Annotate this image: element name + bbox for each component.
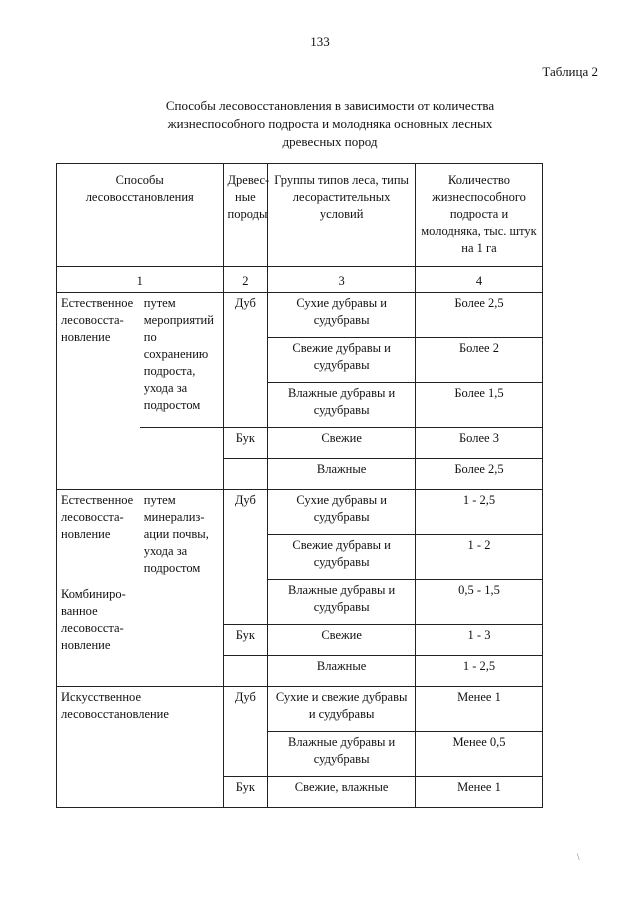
- amount-cell: Менее 0,5: [416, 732, 543, 777]
- species-cell: Бук: [223, 428, 268, 459]
- method-cell: [57, 293, 140, 490]
- way-cell-empty: [140, 428, 223, 490]
- species-cell: Бук: [223, 777, 268, 808]
- method-line: Естественное: [61, 296, 134, 310]
- forest-group-cell: Свежие: [268, 625, 416, 656]
- page-number: 133: [310, 34, 330, 49]
- table-title: [120, 97, 540, 151]
- species-cell: Дуб: [223, 687, 268, 777]
- table-row: [57, 687, 543, 732]
- amount-cell: Менее 1: [416, 687, 543, 732]
- way-line: мероприятий: [143, 313, 214, 327]
- column-number-row: [57, 267, 543, 293]
- column-number: 4: [416, 267, 543, 293]
- way-line: путем: [143, 493, 176, 507]
- header-amount: Количество жизнеспособного подроста и молодняка, тыс. штук на 1 га: [416, 164, 543, 267]
- amount-cell: 1 - 2,5: [416, 490, 543, 535]
- way-line: сохранению: [143, 347, 209, 361]
- amount-cell: 1 - 2: [416, 535, 543, 580]
- title-line: Способы лесовосстановления в зависимости от количества: [165, 98, 495, 113]
- forest-group-cell: Свежие дубравы и судубравы: [268, 338, 416, 383]
- way-line: минерализ-: [143, 510, 205, 524]
- amount-cell: 1 - 2,5: [416, 656, 543, 687]
- way-line: ухода за: [143, 381, 188, 395]
- amount-cell: Более 2: [416, 338, 543, 383]
- method-line: Комбиниро-: [61, 587, 126, 601]
- forest-group-cell: Влажные дубравы и судубравы: [268, 580, 416, 625]
- way-line: подростом: [143, 561, 201, 575]
- title-line: древесных пород: [282, 134, 378, 149]
- way-line: подроста,: [143, 364, 196, 378]
- methods-table: [56, 163, 543, 808]
- forest-group-cell: Сухие дубравы и судубравы: [268, 490, 416, 535]
- forest-group-cell: Сухие дубравы и судубравы: [268, 293, 416, 338]
- method-line: лесовосста-: [61, 510, 124, 524]
- method-line: лесовосста-: [61, 621, 124, 635]
- amount-cell: Более 3: [416, 428, 543, 459]
- table-label: Таблица 2: [542, 64, 598, 79]
- method-line: новление: [61, 527, 111, 541]
- method-line: Искусственное: [61, 690, 141, 704]
- amount-cell: Более 1,5: [416, 383, 543, 428]
- amount-cell: Более 2,5: [416, 293, 543, 338]
- forest-group-cell: Влажные: [268, 459, 416, 490]
- header-methods: Способы лесовосстановления: [57, 164, 224, 267]
- forest-group-cell: Влажные дубравы и судубравы: [268, 732, 416, 777]
- method-line: Естественное: [61, 493, 134, 507]
- method-line: ванное: [61, 604, 98, 618]
- way-line: подростом: [143, 398, 201, 412]
- species-cell: [223, 459, 268, 490]
- forest-group-cell: Сухие и свежие дубравы и судубравы: [268, 687, 416, 732]
- method-line: лесовосста-: [61, 313, 124, 327]
- method-cell: [57, 687, 224, 808]
- way-line: путем: [143, 296, 176, 310]
- header-species: Древес- ные породы: [223, 164, 268, 267]
- way-line: по: [143, 330, 157, 344]
- header-forest-groups: Группы типов леса, типы лесорастительных условий: [268, 164, 416, 267]
- title-line: жизнеспособного подроста и молодняка основных лесных: [167, 116, 493, 131]
- species-cell: Дуб: [223, 293, 268, 428]
- method-line: новление: [61, 330, 111, 344]
- way-line: ухода за: [143, 544, 188, 558]
- forest-group-cell: Свежие, влажные: [268, 777, 416, 808]
- forest-group-cell: Свежие: [268, 428, 416, 459]
- scan-mark: \: [577, 852, 580, 862]
- column-number: 1: [57, 267, 224, 293]
- column-number: 2: [223, 267, 268, 293]
- forest-group-cell: Влажные дубравы и судубравы: [268, 383, 416, 428]
- way-cell: [140, 293, 223, 428]
- method-line: лесовосстановление: [61, 707, 169, 721]
- header-row: [57, 164, 543, 267]
- amount-cell: Более 2,5: [416, 459, 543, 490]
- table-row: [57, 293, 543, 338]
- way-line: ации почвы,: [143, 527, 209, 541]
- column-number: 3: [268, 267, 416, 293]
- species-cell: Дуб: [223, 490, 268, 625]
- method-line: новление: [61, 638, 111, 652]
- method-cell: [57, 490, 140, 687]
- amount-cell: 0,5 - 1,5: [416, 580, 543, 625]
- table-row: [57, 490, 543, 535]
- species-cell: [223, 656, 268, 687]
- forest-group-cell: Свежие дубравы и судубравы: [268, 535, 416, 580]
- way-cell: [140, 490, 223, 687]
- amount-cell: Менее 1: [416, 777, 543, 808]
- amount-cell: 1 - 3: [416, 625, 543, 656]
- species-cell: Бук: [223, 625, 268, 656]
- forest-group-cell: Влажные: [268, 656, 416, 687]
